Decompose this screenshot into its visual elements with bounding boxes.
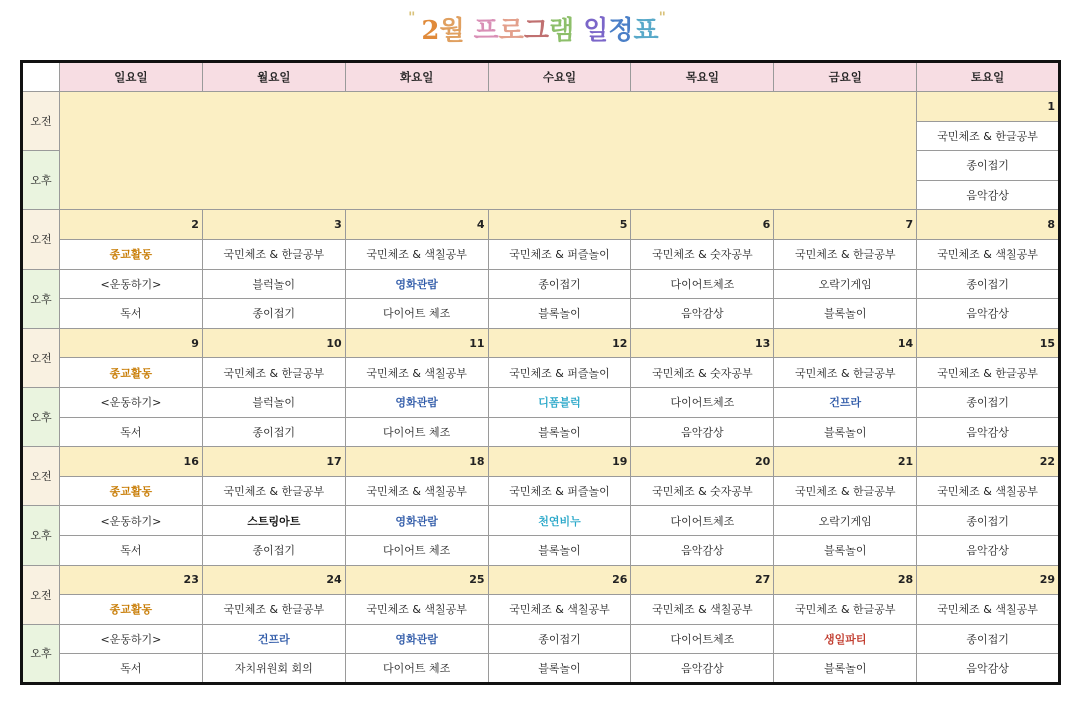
date-cell: 16 (60, 447, 203, 477)
date-cell: 11 (345, 328, 488, 358)
week-date-row (22, 210, 1060, 240)
activity-cell: 국민체조 & 한글공부 (917, 358, 1060, 388)
activity-cell: 종이접기 (202, 417, 345, 447)
day-header: 수요일 (488, 62, 631, 92)
empty-days (60, 92, 917, 210)
activity-cell: 스트링아트 (202, 506, 345, 536)
activity-cell: 다이어트체조 (631, 624, 774, 654)
week-pm2-row (22, 535, 1060, 565)
date-cell: 23 (60, 565, 203, 595)
activity-cell: 종이접기 (488, 624, 631, 654)
activity-cell: 국민체조 & 숫자공부 (631, 358, 774, 388)
activity-cell: 국민체조 & 색칠공부 (917, 239, 1060, 269)
week-pm1-row (22, 506, 1060, 536)
week-pm2-row (22, 299, 1060, 329)
am-label: 오전 (22, 210, 60, 269)
title-char: 표 (633, 16, 659, 46)
week-am-row (22, 595, 1060, 625)
activity-cell: 다이어트체조 (631, 387, 774, 417)
day-header: 목요일 (631, 62, 774, 92)
am-label: 오전 (22, 565, 60, 624)
activity-cell: 영화관람 (345, 506, 488, 536)
activity-cell: 국민체조 & 퍼즐놀이 (488, 358, 631, 388)
date-cell: 17 (202, 447, 345, 477)
date-cell: 13 (631, 328, 774, 358)
activity-cell: 종교활동 (60, 239, 203, 269)
activity-cell: 다이어트체조 (631, 269, 774, 299)
date-cell: 9 (60, 328, 203, 358)
am-label: 오전 (22, 447, 60, 506)
activity-cell: 국민체조 & 퍼즐놀이 (488, 239, 631, 269)
date-cell: 29 (917, 565, 1060, 595)
date-cell: 7 (774, 210, 917, 240)
activity-cell: 음악감상 (917, 535, 1060, 565)
pm-label: 오후 (22, 269, 60, 328)
activity-cell: 블록놀이 (488, 654, 631, 684)
activity-cell: 다이어트 체조 (345, 417, 488, 447)
activity-cell: 국민체조 & 한글공부 (202, 595, 345, 625)
activity-cell: 음악감상 (917, 299, 1060, 329)
activity-cell: 음악감상 (631, 654, 774, 684)
activity-cell: 건프라 (202, 624, 345, 654)
date-cell: 8 (917, 210, 1060, 240)
activity-cell: 국민체조 & 색칠공부 (345, 595, 488, 625)
activity-cell: 자치위원회 회의 (202, 654, 345, 684)
activity-cell: 블록놀이 (774, 654, 917, 684)
activity-cell: 종이접기 (917, 151, 1060, 181)
pm-label: 오후 (22, 624, 60, 683)
week-pm2-row (22, 417, 1060, 447)
activity-cell: 종교활동 (60, 595, 203, 625)
day-header: 일요일 (60, 62, 203, 92)
activity-cell: 국민체조 & 색칠공부 (917, 595, 1060, 625)
activity-cell: 음악감상 (917, 654, 1060, 684)
activity-cell: <운동하기> (60, 506, 203, 536)
date-cell: 10 (202, 328, 345, 358)
week-pm2-row (22, 654, 1060, 684)
date-cell: 28 (774, 565, 917, 595)
title-char: 일 (583, 16, 609, 46)
activity-cell: 블록놀이 (488, 417, 631, 447)
activity-cell: 다이어트 체조 (345, 299, 488, 329)
title-char: 2 (421, 16, 440, 46)
activity-cell: 영화관람 (345, 269, 488, 299)
activity-cell: 영화관람 (345, 624, 488, 654)
activity-cell: 블록놀이 (774, 417, 917, 447)
title-char: 프 (473, 16, 499, 46)
title-char: 램 (549, 16, 575, 46)
activity-cell: 국민체조 & 한글공부 (774, 239, 917, 269)
title-text (421, 16, 658, 46)
activity-cell: <운동하기> (60, 624, 203, 654)
week0-date-row (22, 92, 1060, 122)
activity-cell: 음악감상 (631, 417, 774, 447)
title-char: 월 (439, 16, 465, 46)
activity-cell: 종이접기 (917, 269, 1060, 299)
activity-cell: 음악감상 (917, 417, 1060, 447)
date-cell: 18 (345, 447, 488, 477)
activity-cell: 종이접기 (488, 269, 631, 299)
activity-cell: 종이접기 (917, 506, 1060, 536)
activity-cell: 독서 (60, 417, 203, 447)
date-cell: 24 (202, 565, 345, 595)
date-cell: 5 (488, 210, 631, 240)
day-header: 토요일 (917, 62, 1060, 92)
activity-cell: 국민체조 & 한글공부 (774, 358, 917, 388)
date-cell: 14 (774, 328, 917, 358)
date-cell: 2 (60, 210, 203, 240)
activity-cell: 블록놀이 (774, 535, 917, 565)
pm-label: 오후 (22, 387, 60, 446)
activity-cell: 국민체조 & 한글공부 (917, 121, 1060, 151)
day-header: 월요일 (202, 62, 345, 92)
activity-cell: 영화관람 (345, 387, 488, 417)
week-date-row (22, 447, 1060, 477)
activity-cell: 디폼블럭 (488, 387, 631, 417)
activity-cell: 종이접기 (917, 624, 1060, 654)
activity-cell: 국민체조 & 숫자공부 (631, 476, 774, 506)
activity-cell: 국민체조 & 색칠공부 (345, 239, 488, 269)
date-cell: 25 (345, 565, 488, 595)
activity-cell: 음악감상 (631, 535, 774, 565)
activity-cell: 국민체조 & 퍼즐놀이 (488, 476, 631, 506)
week-am-row (22, 239, 1060, 269)
week-pm1-row (22, 624, 1060, 654)
activity-cell: 음악감상 (917, 180, 1060, 210)
page-title: "2월 프로그램 일정표" (408, 10, 672, 46)
pm-label: 오후 (22, 151, 60, 210)
activity-cell: 독서 (60, 535, 203, 565)
activity-cell: 종이접기 (202, 299, 345, 329)
corner-cell (22, 62, 60, 92)
activity-cell: 천연비누 (488, 506, 631, 536)
activity-cell: 국민체조 & 색칠공부 (631, 595, 774, 625)
date-cell: 6 (631, 210, 774, 240)
date-cell: 22 (917, 447, 1060, 477)
activity-cell: 다이어트 체조 (345, 535, 488, 565)
date-cell: 15 (917, 328, 1060, 358)
activity-cell: 종교활동 (60, 476, 203, 506)
activity-cell: <운동하기> (60, 387, 203, 417)
date-cell: 4 (345, 210, 488, 240)
activity-cell: 국민체조 & 색칠공부 (345, 476, 488, 506)
date-cell: 27 (631, 565, 774, 595)
activity-cell: 국민체조 & 색칠공부 (488, 595, 631, 625)
activity-cell: 국민체조 & 숫자공부 (631, 239, 774, 269)
activity-cell: 국민체조 & 한글공부 (202, 239, 345, 269)
activity-cell: 생일파티 (774, 624, 917, 654)
week-date-row (22, 328, 1060, 358)
title-char: 정 (608, 16, 634, 46)
date-cell: 12 (488, 328, 631, 358)
activity-cell: 블럭놀이 (202, 269, 345, 299)
day-header: 금요일 (774, 62, 917, 92)
activity-cell: 국민체조 & 한글공부 (774, 595, 917, 625)
activity-cell: 블럭놀이 (202, 387, 345, 417)
activity-cell: 블록놀이 (488, 299, 631, 329)
activity-cell: <운동하기> (60, 269, 203, 299)
date-cell: 26 (488, 565, 631, 595)
header-row (22, 62, 1060, 92)
activity-cell: 오락기게임 (774, 506, 917, 536)
date-cell: 1 (917, 92, 1060, 122)
activity-cell: 국민체조 & 색칠공부 (345, 358, 488, 388)
am-label: 오전 (22, 328, 60, 387)
title-char: 로 (498, 16, 524, 46)
week-pm1-row (22, 387, 1060, 417)
week-pm1-row (22, 269, 1060, 299)
activity-cell: 다이어트체조 (631, 506, 774, 536)
week-am-row (22, 358, 1060, 388)
activity-cell: 종교활동 (60, 358, 203, 388)
activity-cell: 음악감상 (631, 299, 774, 329)
date-cell: 19 (488, 447, 631, 477)
week-date-row (22, 565, 1060, 595)
activity-cell: 독서 (60, 654, 203, 684)
day-header: 화요일 (345, 62, 488, 92)
pm-label: 오후 (22, 506, 60, 565)
activity-cell: 다이어트 체조 (345, 654, 488, 684)
activity-cell: 종이접기 (917, 387, 1060, 417)
date-cell: 20 (631, 447, 774, 477)
activity-cell: 오락기게임 (774, 269, 917, 299)
activity-cell: 건프라 (774, 387, 917, 417)
activity-cell: 국민체조 & 한글공부 (202, 358, 345, 388)
date-cell: 21 (774, 447, 917, 477)
activity-cell: 국민체조 & 한글공부 (202, 476, 345, 506)
date-cell: 3 (202, 210, 345, 240)
activity-cell: 블록놀이 (774, 299, 917, 329)
title-char: 그 (523, 16, 550, 46)
am-label: 오전 (22, 92, 60, 151)
activity-cell: 국민체조 & 색칠공부 (917, 476, 1060, 506)
activity-cell: 독서 (60, 299, 203, 329)
activity-cell: 국민체조 & 한글공부 (774, 476, 917, 506)
activity-cell: 종이접기 (202, 535, 345, 565)
schedule-table (20, 60, 1061, 685)
week-am-row (22, 476, 1060, 506)
activity-cell: 블록놀이 (488, 535, 631, 565)
